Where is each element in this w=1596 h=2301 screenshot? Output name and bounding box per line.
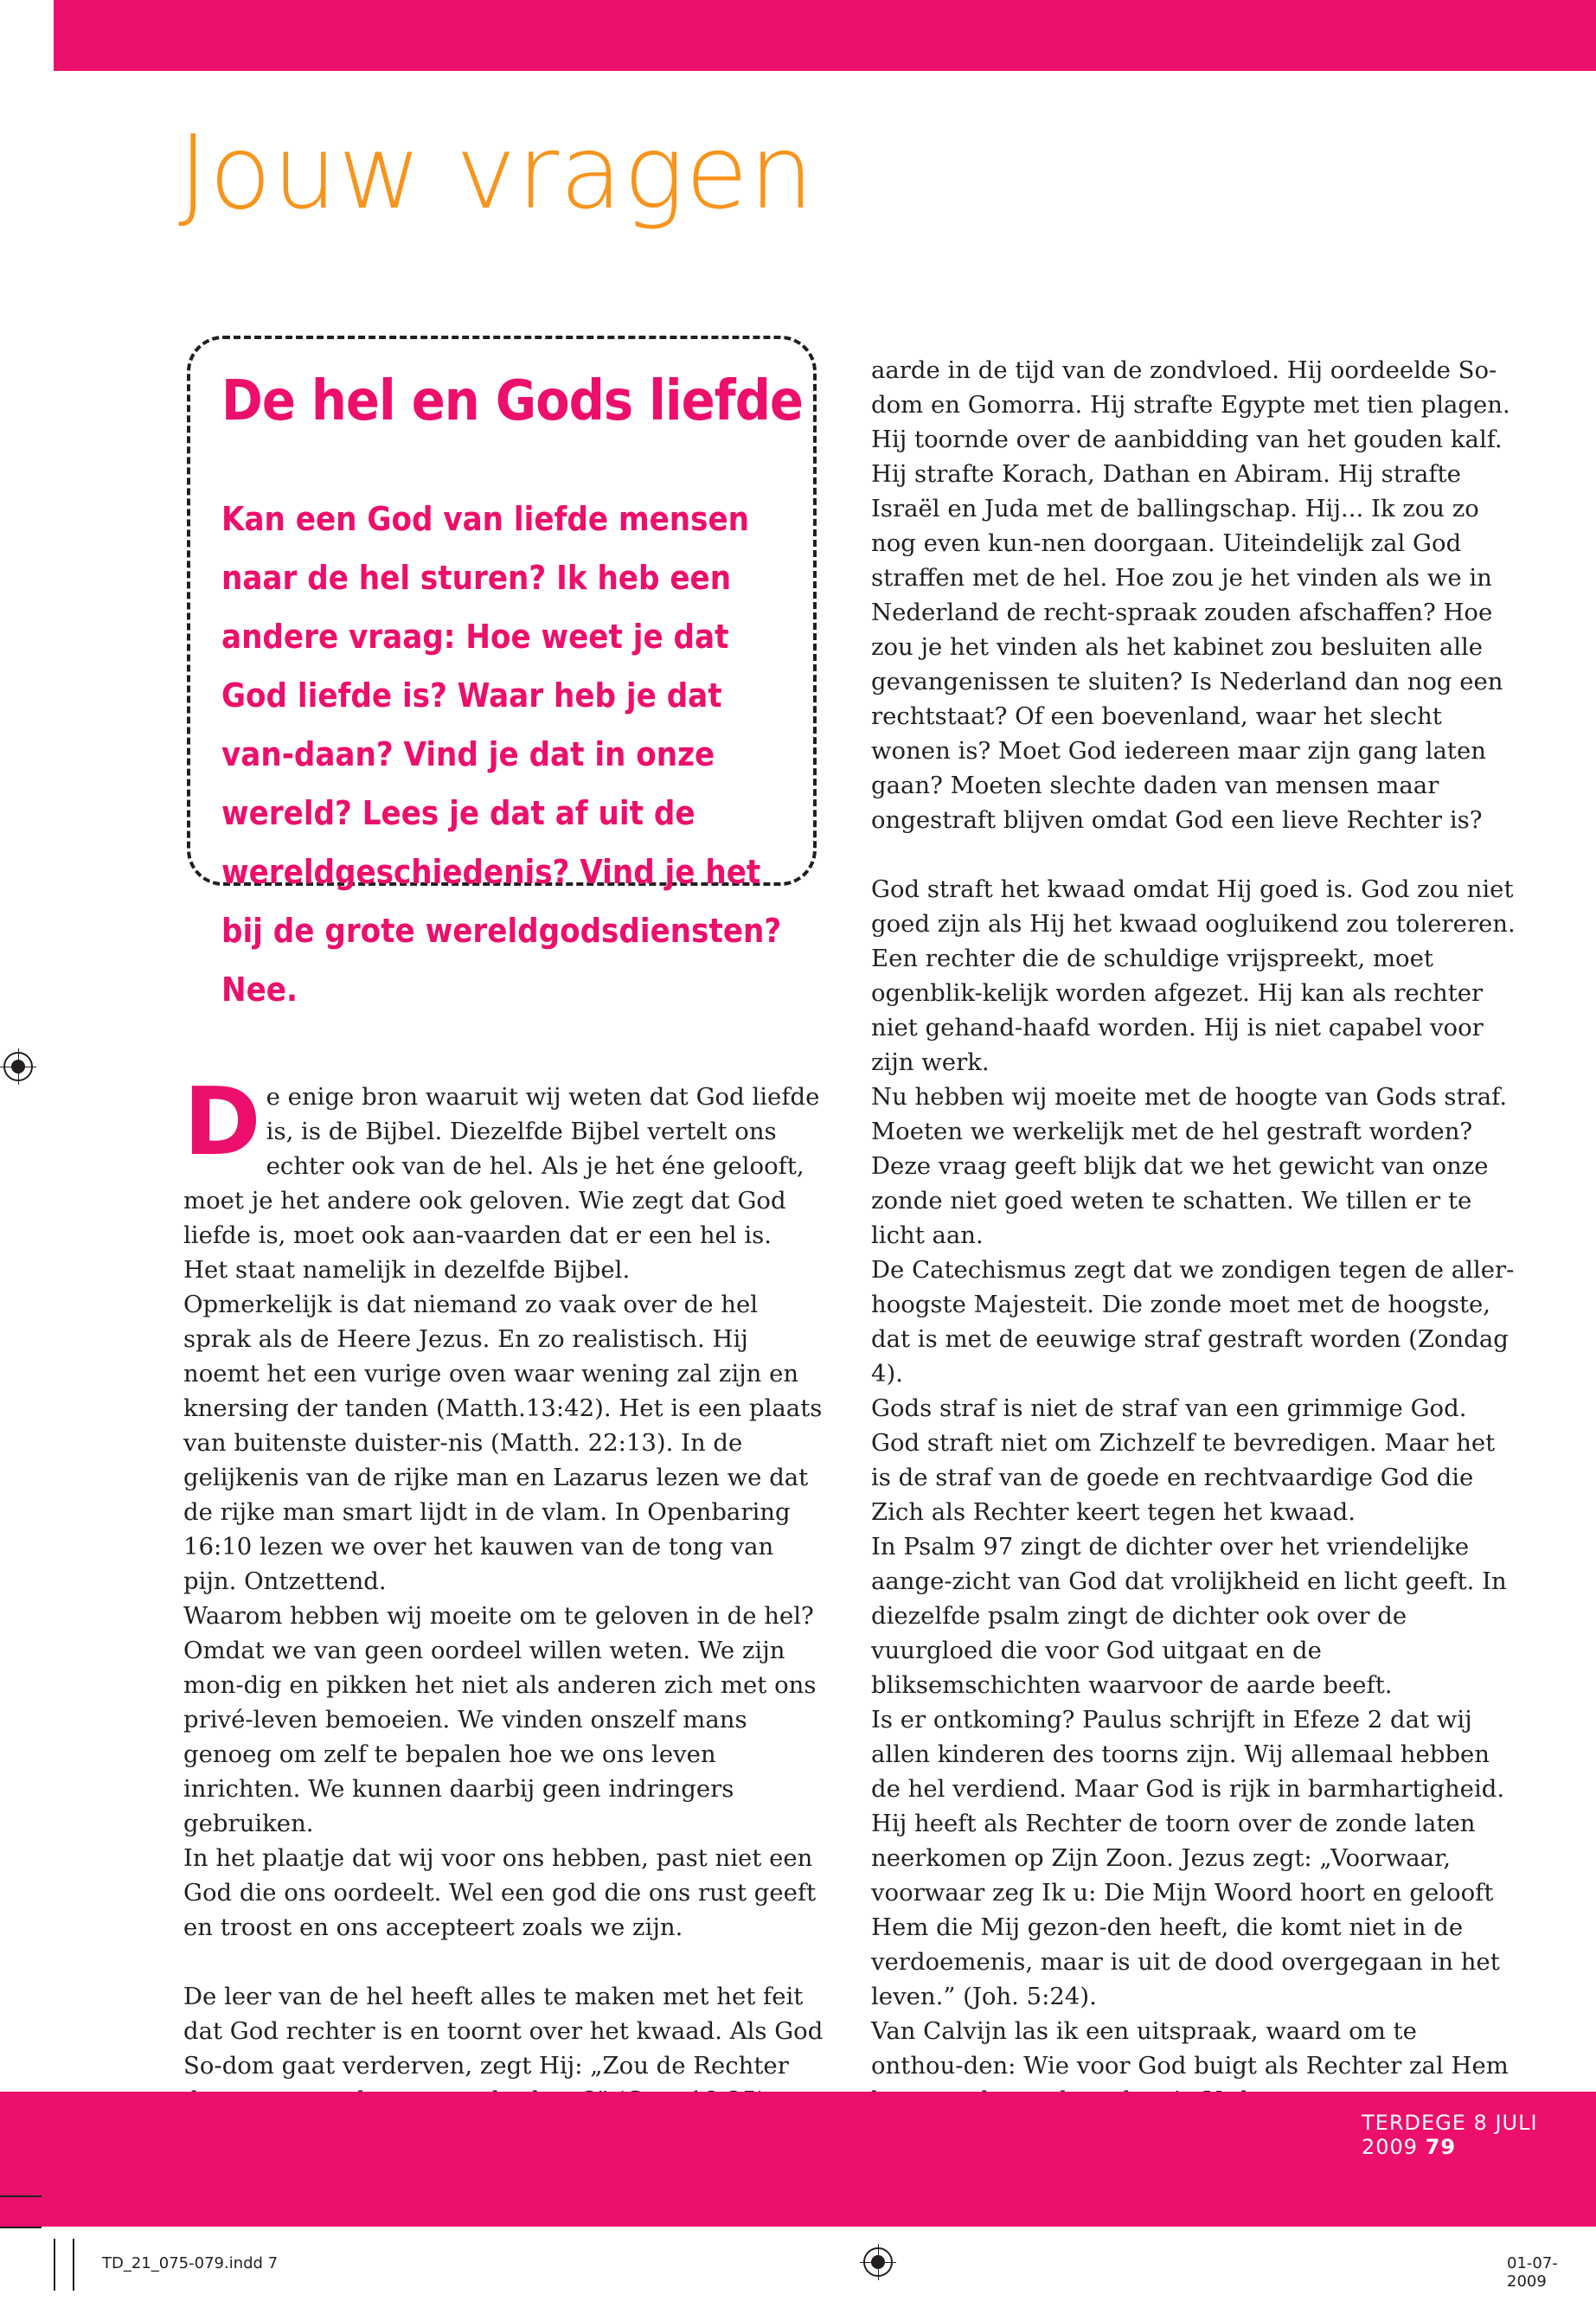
- article-paragraph: God straft het kwaad omdat Hij goed is. God zou niet goed zijn als Hij het kwaad oogluikend zou tolereren. Een rechter die de schuldige vrijspreekt, moet ogenblik-kelijk worden afgezet. Hij kan als rechter niet gehand-haafd worden. Hij is niet capabel voor zijn werk.: [871, 875, 1516, 1076]
- crop-mark: [73, 2239, 74, 2291]
- crop-mark: [54, 2239, 55, 2291]
- page-title: Jouw vragen: [178, 112, 815, 232]
- article-paragraph: aarde in de tijd van de zondvloed. Hij oordeelde So-dom en Gomorra. Hij strafte Egypte met tien plagen. Hij toornde over de aanbidding van het gouden kalf. Hij strafte Korach, Dathan en Abiram. Hij strafte Israël en Juda met de ballingschap. Hij... Ik zou zo nog even kun-nen doorgaan. Uiteindelijk zal God straffen met de hel. Hoe zou je het vinden als we in Nederland de recht-spraak zouden afschaffen? Hoe zou je het vinden als het kabinet zou besluiten alle gevangenissen te sluiten? Is Nederland dan nog een rechtstaat? Of een boevenland, waar het slecht wonen is? Moet God iedereen maar zijn gang laten gaan? Moeten slechte daden van mensen maar ongestraft blijven omdat God een lieve Rechter is?: [871, 356, 1510, 834]
- article-paragraph: Is er ontkoming? Paulus schrijft in Efeze 2 dat wij allen kinderen des toorns zijn. Wij allemaal hebben de hel verdiend. Maar God is rijk in barmhartigheid. Hij heeft als Rechter de toorn over de zonde laten neerkomen op Zijn Zoon. Jezus zegt: „Voorwaar, voorwaar zeg Ik u: Die Mijn Woord hoort en gelooft Hem die Mij gezon-den heeft, die komt niet in de verdoemenis, maar is uit de dood overgegaan in het leven.” (Joh. 5:24).: [871, 1706, 1505, 2010]
- registration-mark-icon: [863, 2247, 893, 2277]
- article-paragraph: De Catechismus zegt dat we zondigen tegen de aller-hoogste Majesteit. Die zonde moet met de hoogste, dat is met de eeuwige straf gestraft worden (Zondag 4).: [871, 1256, 1515, 1388]
- drop-cap: D: [183, 1068, 261, 1176]
- top-color-band: [54, 0, 1596, 71]
- paragraph-gap: [183, 1945, 824, 1979]
- footer-magazine: TERDEGE: [1362, 2111, 1466, 2135]
- article-paragraph: In het plaatje dat wij voor ons hebben, past niet een God die ons oordeelt. Wel een god die ons rust geeft en troost en ons accepteert zoals we zijn.: [183, 1844, 817, 1941]
- paragraph-text: e enige bron waaruit wij weten dat God liefde is, is de Bijbel. Diezelfde Bijbel vertelt ons echter ook van de hel. Als je het éne gelooft, moet je het andere ook geloven. Wie zegt dat God liefde is, moet ook aan-vaarden dat er een hel is. Het staat namelijk in dezelfde Bijbel.: [183, 1083, 820, 1284]
- paragraph-gap: [871, 837, 1516, 872]
- article-paragraph: Opmerkelijk is dat niemand zo vaak over de hel sprak als de Heere Jezus. En zo realistisch. Hij noemt het een vurige oven waar wening zal zijn en knersing der tanden (Matth.13:42). Het is een plaats van buitenste duister-nis (Matth. 22:13). In de gelijkenis van de rijke man en Lazarus lezen we dat de rijke man smart lijdt in de vlam. In Openbaring 16:10 lezen we over het kauwen van de tong van pijn. Ontzettend.: [183, 1291, 823, 1595]
- article-paragraph: De leer van de hel heeft alles te maken met het feit dat God rechter is en toornt over het kwaad. Als God So-dom gaat verderven, zegt Hij: „Zou de Rechter: [183, 1983, 824, 2080]
- footer-page-number: 79: [1425, 2135, 1457, 2159]
- article-paragraph: Van Calvijn las ik een uitspraak, waard om te onthou-den: Wie voor God buigt als Rechter zal Hem: [871, 2017, 1509, 2080]
- registration-mark-icon: [3, 1052, 33, 1081]
- article-paragraph: Nu hebben wij moeite met de hoogte van Gods straf. Moeten we werkelijk met de hel gestraft worden? Deze vraag geeft blijk dat we het gewicht van onze zonde niet goed weten te schatten. We tillen er te licht aan.: [871, 1083, 1508, 1249]
- page-footer: [1362, 2111, 1596, 2159]
- article-paragraph: [183, 1068, 824, 1287]
- crop-mark: [0, 2195, 42, 2197]
- footer-date: 8 JULI 2009: [1362, 2111, 1538, 2159]
- article-paragraph: Gods straf is niet de straf van een grimmige God. God straft niet om Zichzelf te bevredigen. Maar het is de straf van de goede en rechtvaardige God die Zich als Rechter keert tegen het kwaad.: [871, 1394, 1496, 1526]
- article-column-left: [183, 1068, 824, 2152]
- article-paragraph: Waarom hebben wij moeite om te geloven in de hel? Omdat we van geen oordeel willen weten. We zijn mon-dig en pikken het niet als anderen zich met ons privé-leven bemoeien. We vinden onszelf mans genoeg om zelf te bepalen hoe we ons leven inrichten. We kunnen daarbij geen indringers gebruiken.: [183, 1602, 817, 1837]
- crop-mark: [0, 2227, 42, 2228]
- slug-date: 01-07-2009: [1507, 2254, 1558, 2291]
- box-intro: Kan een God van liefde mensen naar de hel sturen? Ik heb een andere vraag: Hoe weet je dat God liefde is? Waar heb je dat van-daan? Vind je dat in onze wereld? Lees je dat af uit de wereldgeschiedenis? Vind je het bij de grote wereldgodsdiensten? Nee.: [221, 500, 782, 1009]
- slug-file-name: TD_21_075-079.indd 7: [102, 2254, 279, 2272]
- bottom-color-band: [0, 2092, 1596, 2227]
- article-paragraph: In Psalm 97 zingt de dichter over het vriendelijke aange-zicht van God dat vrolijkheid en licht geeft. In diezelfde psalm zingt de dichter ook over de vuurgloed die voor God uitgaat en de bliksemschichten waarvoor de aarde beeft.: [871, 1533, 1507, 1699]
- box-title: De hel en Gods liefde: [221, 369, 803, 433]
- article-column-right: [871, 353, 1516, 2180]
